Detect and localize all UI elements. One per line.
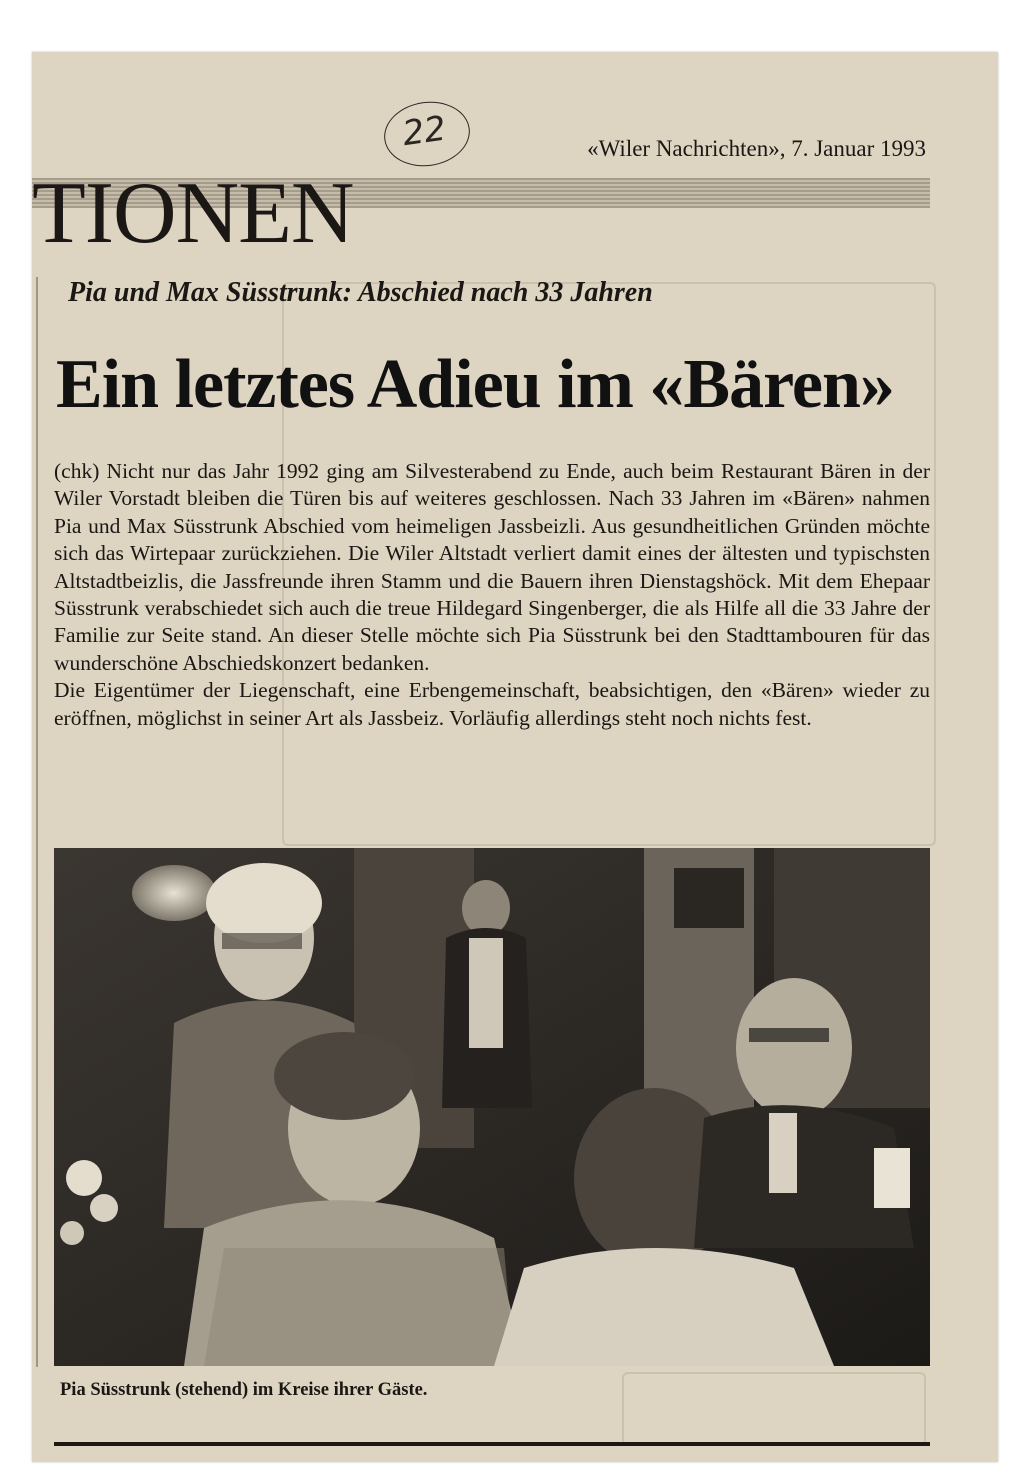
- article-overline: Pia und Max Süsstrunk: Abschied nach 33 Jahren: [68, 277, 653, 308]
- column-rule: [36, 277, 38, 1367]
- bottom-rule: [54, 1442, 930, 1446]
- article-paragraph: Die Eigentümer der Liegenschaft, eine Erbengemeinschaft, beabsichtigen, den «Bären» wieder zu eröffnen, möglichst in seiner Art als Jassbeiz. Vorläufig allerdings steht noch nichts fest.: [54, 678, 930, 730]
- newspaper-clipping: [32, 52, 998, 1462]
- bleed-through-ad: [622, 1372, 926, 1446]
- handwritten-number-text: 22: [400, 108, 449, 155]
- article-photo: [54, 848, 930, 1366]
- article-paragraph: (chk) Nicht nur das Jahr 1992 ging am Silvesterabend zu Ende, auch beim Restaurant Bären in der Wiler Vorstadt bleiben die Türen bis auf weiteres geschlossen. Nach 33 Jahren im «Bären» nahmen Pia und Max Süsstrunk Abschied vom heimeligen Jassbeizli. Aus gesundheitlichen Gründen möchte sich das Wirtepaar zurückziehen. Die Wiler Altstadt verliert damit eines der ältesten und typischsten Altstadtbeizlis, die Jassfreunde ihren Stamm und die Bauern ihren Dienstagshöck. Mit dem Ehepaar Süsstrunk verabschiedet sich auch die treue Hildegard Singenberger, die als Hilfe all die 33 Jahre der Familie zur Seite stand. An dieser Stelle möchte sich Pia Süsstrunk bei den Stadttambouren für das wunderschöne Abschiedskonzert bedanken.: [54, 459, 930, 675]
- article-body: [54, 458, 930, 732]
- photo-caption: Pia Süsstrunk (stehend) im Kreise ihrer Gäste.: [60, 1380, 428, 1400]
- handwritten-number: [380, 96, 474, 171]
- article-headline: Ein letztes Adieu im «Bären»: [56, 346, 894, 423]
- source-line: «Wiler Nachrichten», 7. Januar 1993: [587, 136, 926, 161]
- section-title: TIONEN: [32, 165, 354, 262]
- photo-illustration: [54, 848, 930, 1366]
